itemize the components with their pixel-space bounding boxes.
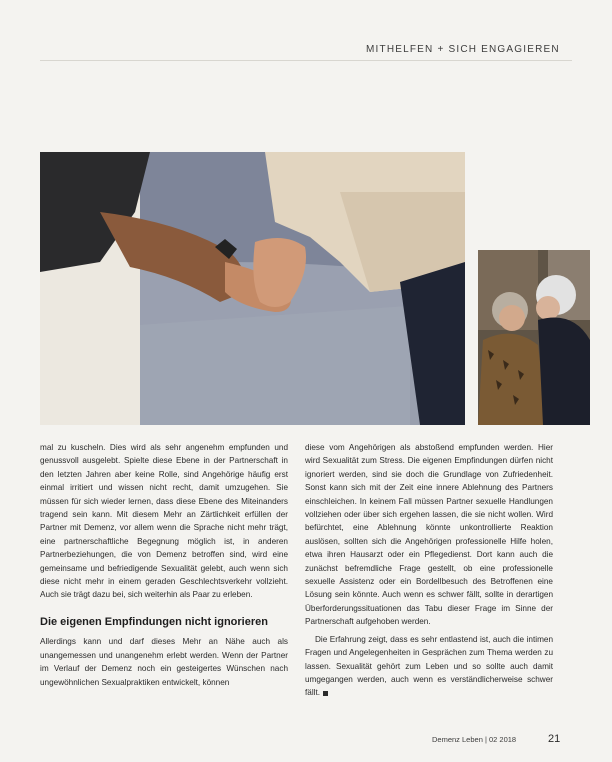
publication-footer: Demenz Leben | 02 2018 <box>432 735 517 744</box>
elderly-couple-kissing-photo <box>478 250 590 425</box>
article-right-column <box>305 441 553 700</box>
header-divider <box>40 60 572 61</box>
body-paragraph: mal zu kuscheln. Dies wird als sehr angenehm empfunden und genussvoll ausgelebt. Spielte diese Ebene in der Partnerschaft in den letzten Jahren aber keine Rolle, sind Angehörige häufig erst einmal irritiert und wissen nicht recht, damit umzugehen. Sie müssen für sich wieder lernen, dass diese Ebene des Miteinanders tragend sein kann. Mit diesem Mehr an Zärtlichkeit erfüllen der Partner mit Demenz, vor allem wenn die Sprache nicht mehr trägt, eine partnerschaftliche Begegnung möglich ist, in anderen Partnerbeziehungen, die von Demenz betroffen sind, wird eine gemeinsame und befriedigende Sexualität gelebt, auch wenn sich diese nicht mehr in einem geraden Geschlechtsverkehr vollzieht. Auch sie trägt dazu bei, sich weiterhin als Paar zu erleben. <box>40 443 288 600</box>
page-number: 21 <box>548 733 561 745</box>
body-paragraph: Allerdings kann und darf dieses Mehr an Nähe auch als unangemessen und unangenehm erlebt werden. Wenn der Partner im Verlauf der Demenz noch ein gesteigertes Wünschen nach ungewöhnlichen Sexualpraktiken entwickelt, können <box>40 637 288 687</box>
holding-hands-photo <box>40 152 465 425</box>
body-paragraph-closing <box>305 633 553 700</box>
article-left-column <box>40 441 288 689</box>
article-subheading: Die eigenen Empfindungen nicht ignorieren <box>40 615 268 628</box>
closing-text: Die Erfahrung zeigt, dass es sehr entlastend ist, auch die intimen Fragen und Angelegenheiten in Gesprächen zum Thema werden zu lassen. Sexualität gehört zum Leben und so sollte auch damit umgegangen werden, auch wenn es verständlicherweise schwer fällt. <box>305 634 553 698</box>
section-header: MITHELFEN + SICH ENGAGIEREN <box>366 44 560 55</box>
body-paragraph: diese vom Angehörigen als abstoßend empfunden werden. Hier wird Sexualität zum Stress. Die eigenen Empfindungen dürfen nicht ignoriert werden, sind sie doch die Grundlage von Zufriedenheit. Sonst kann sich mit der Zeit eine innere Ablehnung des Partners einschleichen. In keinem Fall müssen Partner sexuelle Handlungen vollziehen oder über sich ergehen lassen, die sie nicht wollen. Wird befürchtet, eine Ablehnung könnte unkontrollierte Reaktion auslösen, sollten sich die Angehörigen professionelle Hilfe holen, etwa ihren Hausarzt oder ein Pflegedienst. Dort kann auch die zunächst befremdliche Frage gestellt, ob eine professionelle sexuelle Assistenz oder ein Bordellbesuch des Betroffenen eine Lösung sein könnte. Auch wenn es schwer fällt, sollte in derartigen Überforderungssituationen das Tabu dieser Frage im Sinne der Partnerschaft aufgehoben werden. <box>305 443 553 627</box>
article-end-mark-icon <box>323 691 328 696</box>
